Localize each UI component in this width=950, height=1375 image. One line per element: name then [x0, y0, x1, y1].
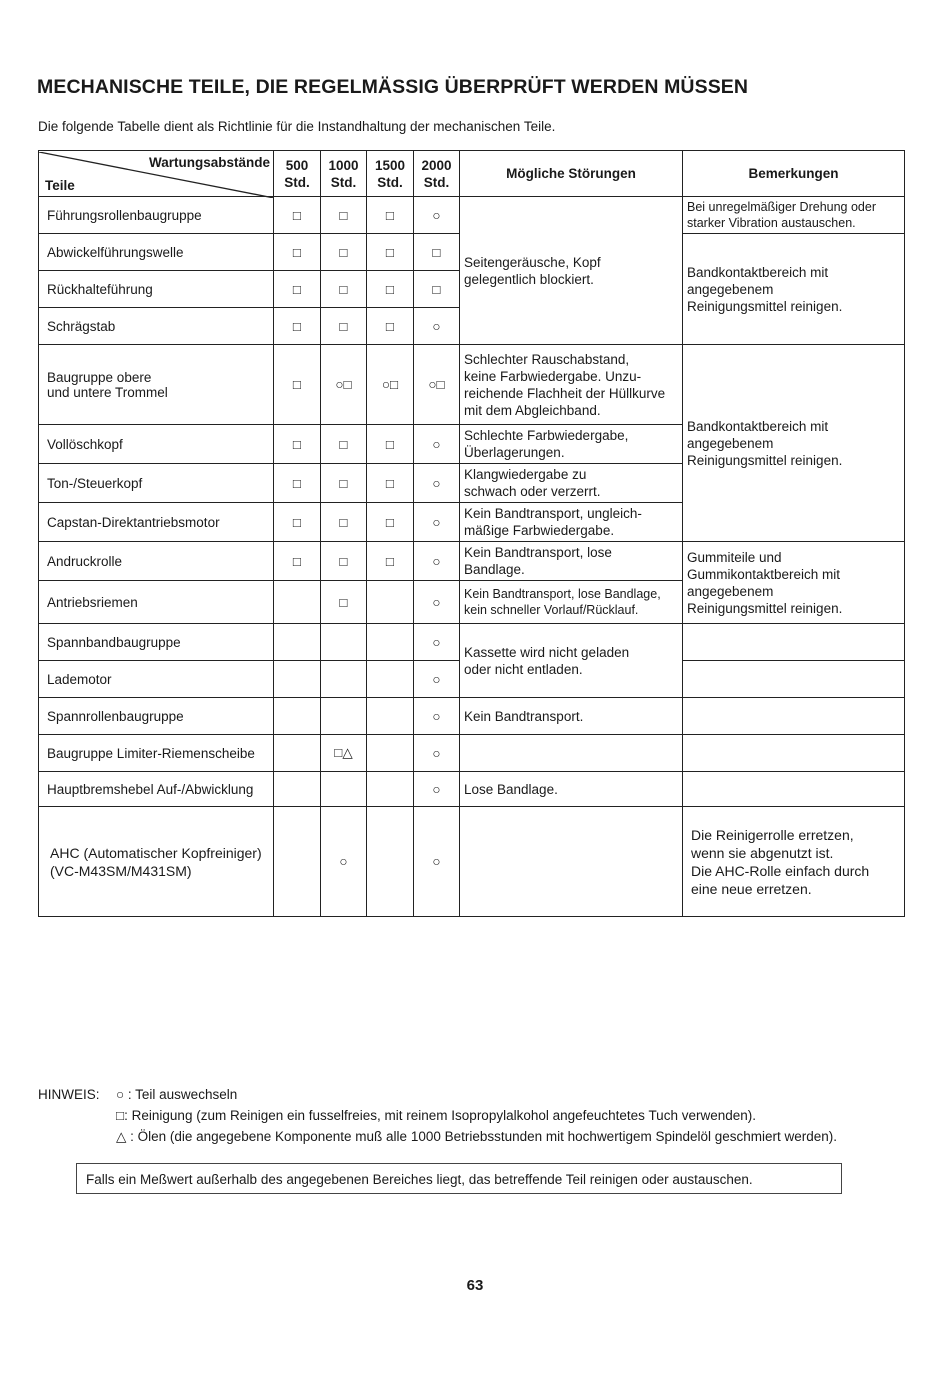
part-name: Hauptbremshebel Auf-/Abwicklung: [39, 772, 274, 807]
interval-1000: ○: [321, 807, 367, 917]
table-row: [39, 197, 905, 234]
remark-cell-empty: [683, 735, 905, 772]
table-row: [39, 698, 905, 735]
part-name: Lademotor: [39, 661, 274, 698]
interval-500: [274, 807, 321, 917]
problem-cell: Schlechter Rauschabstand, keine Farbwiedergabe. Unzu- reichende Flachheit der Hüllkurve mit dem Abgleichband.: [460, 345, 683, 425]
interval-2000: ○: [414, 197, 460, 234]
interval-1000: □: [321, 542, 367, 581]
interval-1500: ○□: [367, 345, 414, 425]
remark-cell-empty: [683, 661, 905, 698]
problem-cell: Kein Bandtransport.: [460, 698, 683, 735]
part-name: Andruckrolle: [39, 542, 274, 581]
note-clean: □: Reinigung (zum Reinigen ein fusselfreies, mit reinem Isopropylalkohol angefeuchtetes Tuch verwenden).: [116, 1108, 756, 1123]
interval-1000: □: [321, 197, 367, 234]
interval-1000: [321, 698, 367, 735]
interval-500: □: [274, 271, 321, 308]
remark-cell-empty: [683, 698, 905, 735]
remark-cell: Gummiteile und Gummikontaktbereich mit angegebenem Reinigungsmittel reinigen.: [683, 542, 905, 624]
part-name: Capstan-Direktantriebsmotor: [39, 503, 274, 542]
interval-1500: [367, 698, 414, 735]
part-name: Führungsrollenbaugruppe: [39, 197, 274, 234]
problem-cell: Kassette wird nicht geladen oder nicht entladen.: [460, 624, 683, 698]
interval-1000: [321, 624, 367, 661]
interval-2000: ○: [414, 624, 460, 661]
header-500h: 500 Std.: [274, 151, 321, 197]
remark-cell-empty: [683, 624, 905, 661]
part-name: Baugruppe obere und untere Trommel: [39, 345, 274, 425]
interval-500: □: [274, 425, 321, 464]
problem-cell: Seitengeräusche, Kopf gelegentlich blockiert.: [460, 197, 683, 345]
interval-1500: [367, 807, 414, 917]
interval-1000: [321, 661, 367, 698]
interval-500: □: [274, 464, 321, 503]
part-name: Rückhalteführung: [39, 271, 274, 308]
part-name: Vollöschkopf: [39, 425, 274, 464]
interval-1500: [367, 735, 414, 772]
interval-500: [274, 698, 321, 735]
interval-2000: □: [414, 234, 460, 271]
page-title: MECHANISCHE TEILE, DIE REGELMÄSSIG ÜBERPRÜFT WERDEN MÜSSEN: [37, 76, 749, 98]
remark-cell: Bandkontaktbereich mit angegebenem Reinigungsmittel reinigen.: [683, 234, 905, 345]
header-intervals: Wartungsabstände: [148, 154, 270, 170]
problem-cell-empty: [460, 735, 683, 772]
problem-cell: Kein Bandtransport, lose Bandlage.: [460, 542, 683, 581]
interval-1500: □: [367, 234, 414, 271]
interval-1500: [367, 581, 414, 624]
part-name: Schrägstab: [39, 308, 274, 345]
remark-cell: Bandkontaktbereich mit angegebenem Reinigungsmittel reinigen.: [683, 345, 905, 542]
table-row: [39, 735, 905, 772]
remark-cell: Die Reinigerrolle erretzen, wenn sie abgenutzt ist. Die AHC-Rolle einfach durch eine neue erretzen.: [683, 807, 905, 917]
header-parts: Teile: [45, 177, 75, 193]
interval-1000: □: [321, 308, 367, 345]
interval-500: □: [274, 542, 321, 581]
interval-2000: ○: [414, 464, 460, 503]
interval-2000: ○: [414, 735, 460, 772]
maintenance-table: [38, 150, 905, 917]
remark-cell-empty: [683, 772, 905, 807]
interval-500: [274, 772, 321, 807]
interval-500: [274, 661, 321, 698]
interval-500: [274, 735, 321, 772]
interval-2000: ○: [414, 308, 460, 345]
interval-500: [274, 624, 321, 661]
note-oil: △ : Ölen (die angegebene Komponente muß alle 1000 Betriebsstunden mit hochwertigem Spindelöl geschmiert werden).: [116, 1129, 838, 1144]
part-name: Ton-/Steuerkopf: [39, 464, 274, 503]
remark-cell: Bei unregelmäßiger Drehung oder starker Vibration austauschen.: [683, 197, 905, 234]
interval-1000: □: [321, 425, 367, 464]
header-1500h: 1500 Std.: [367, 151, 414, 197]
table-row: [39, 624, 905, 661]
warning-box: Falls ein Meßwert außerhalb des angegebenen Bereiches liegt, das betreffende Teil reinigen oder austauschen.: [76, 1163, 842, 1194]
table-row: [39, 542, 905, 581]
part-name: Antriebsriemen: [39, 581, 274, 624]
table-row: [39, 807, 905, 917]
interval-1500: □: [367, 308, 414, 345]
interval-500: □: [274, 197, 321, 234]
interval-1000: ○□: [321, 345, 367, 425]
interval-2000: ○: [414, 542, 460, 581]
interval-2000: ○: [414, 661, 460, 698]
part-name: Baugruppe Limiter-Riemenscheibe: [39, 735, 274, 772]
problem-cell: Kein Bandtransport, lose Bandlage, kein schneller Vorlauf/Rücklauf.: [460, 581, 683, 624]
table-row: [39, 345, 905, 425]
interval-500: □: [274, 503, 321, 542]
interval-1500: □: [367, 425, 414, 464]
part-name: Abwickelführungswelle: [39, 234, 274, 271]
interval-500: [274, 581, 321, 624]
interval-1500: □: [367, 197, 414, 234]
header-diagonal-cell: [39, 151, 274, 197]
page-number: 63: [466, 1277, 484, 1294]
interval-1500: □: [367, 542, 414, 581]
problem-cell: Schlechte Farbwiedergabe, Überlagerungen.: [460, 425, 683, 464]
problem-cell: Kein Bandtransport, ungleich- mäßige Farbwiedergabe.: [460, 503, 683, 542]
interval-2000: ○: [414, 698, 460, 735]
interval-1500: [367, 772, 414, 807]
interval-2000: ○: [414, 581, 460, 624]
interval-500: □: [274, 234, 321, 271]
interval-1000: □: [321, 464, 367, 503]
interval-2000: ○: [414, 425, 460, 464]
header-2000h: 2000 Std.: [414, 151, 460, 197]
interval-2000: ○: [414, 503, 460, 542]
notes-label: HINWEIS:: [38, 1087, 100, 1102]
header-problems: Mögliche Störungen: [460, 151, 683, 197]
part-name: Spannbandbaugruppe: [39, 624, 274, 661]
part-name: Spannrollenbaugruppe: [39, 698, 274, 735]
interval-2000: □: [414, 271, 460, 308]
interval-500: □: [274, 308, 321, 345]
note-replace: ○ : Teil auswechseln: [116, 1087, 238, 1102]
interval-2000: ○□: [414, 345, 460, 425]
problem-cell: Klangwiedergabe zu schwach oder verzerrt.: [460, 464, 683, 503]
part-name: AHC (Automatischer Kopfreiniger) (VC-M43SM/M431SM): [39, 807, 274, 917]
interval-1500: □: [367, 271, 414, 308]
interval-1500: □: [367, 464, 414, 503]
interval-1500: [367, 661, 414, 698]
interval-1500: [367, 624, 414, 661]
problem-cell: Lose Bandlage.: [460, 772, 683, 807]
header-1000h: 1000 Std.: [321, 151, 367, 197]
interval-1000: □△: [321, 735, 367, 772]
interval-500: □: [274, 345, 321, 425]
interval-1000: □: [321, 271, 367, 308]
interval-1000: □: [321, 581, 367, 624]
interval-1500: □: [367, 503, 414, 542]
interval-1000: □: [321, 234, 367, 271]
interval-1000: □: [321, 503, 367, 542]
header-remarks: Bemerkungen: [683, 151, 905, 197]
table-row: [39, 772, 905, 807]
intro-text: Die folgende Tabelle dient als Richtlinie für die Instandhaltung der mechanischen Teile.: [38, 119, 556, 134]
interval-2000: ○: [414, 772, 460, 807]
interval-2000: ○: [414, 807, 460, 917]
problem-cell-empty: [460, 807, 683, 917]
interval-1000: [321, 772, 367, 807]
